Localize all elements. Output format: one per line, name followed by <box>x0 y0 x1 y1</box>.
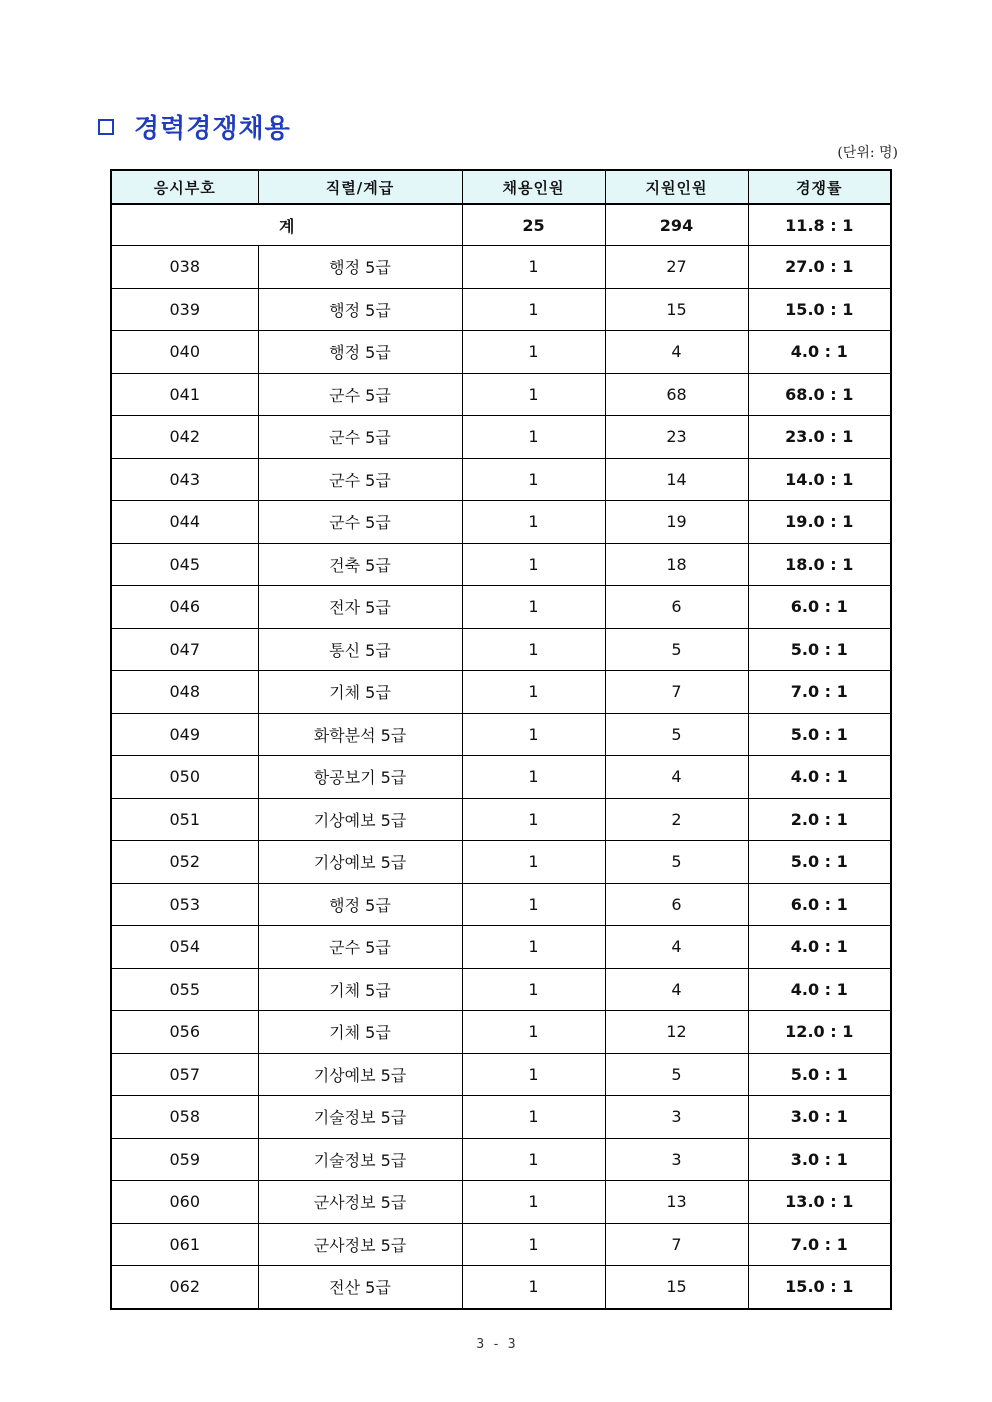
cell-position: 군사정보 5급 <box>258 1181 462 1224</box>
checkbox-square-icon <box>98 119 114 135</box>
cell-ratio: 15.0 : 1 <box>748 1266 891 1309</box>
cell-position: 기체 5급 <box>258 1011 462 1054</box>
cell-position: 행정 5급 <box>258 883 462 926</box>
cell-ratio: 7.0 : 1 <box>748 671 891 714</box>
cell-applicants: 15 <box>605 1266 748 1309</box>
cell-code: 040 <box>111 331 258 374</box>
cell-hires: 1 <box>462 246 605 289</box>
cell-code: 044 <box>111 501 258 544</box>
cell-applicants: 4 <box>605 926 748 969</box>
cell-applicants: 6 <box>605 883 748 926</box>
cell-hires: 1 <box>462 458 605 501</box>
cell-position: 기상예보 5급 <box>258 798 462 841</box>
cell-ratio: 6.0 : 1 <box>748 586 891 629</box>
table-row <box>111 586 891 629</box>
cell-code: 045 <box>111 543 258 586</box>
cell-applicants: 15 <box>605 288 748 331</box>
cell-position: 기체 5급 <box>258 671 462 714</box>
table-row <box>111 841 891 884</box>
cell-hires: 1 <box>462 841 605 884</box>
cell-position: 건축 5급 <box>258 543 462 586</box>
cell-code: 055 <box>111 968 258 1011</box>
total-applicants: 294 <box>605 204 748 246</box>
cell-ratio: 4.0 : 1 <box>748 756 891 799</box>
cell-hires: 1 <box>462 586 605 629</box>
table-row <box>111 926 891 969</box>
cell-ratio: 19.0 : 1 <box>748 501 891 544</box>
cell-hires: 1 <box>462 1266 605 1309</box>
cell-position: 군수 5급 <box>258 458 462 501</box>
cell-position: 전자 5급 <box>258 586 462 629</box>
cell-code: 057 <box>111 1053 258 1096</box>
cell-code: 061 <box>111 1223 258 1266</box>
section-heading <box>98 108 291 144</box>
table-row <box>111 1011 891 1054</box>
cell-position: 화학분석 5급 <box>258 713 462 756</box>
table-row <box>111 798 891 841</box>
total-hires: 25 <box>462 204 605 246</box>
table-row <box>111 416 891 459</box>
cell-code: 059 <box>111 1138 258 1181</box>
cell-applicants: 3 <box>605 1096 748 1139</box>
cell-position: 기술정보 5급 <box>258 1096 462 1139</box>
cell-code: 060 <box>111 1181 258 1224</box>
cell-ratio: 18.0 : 1 <box>748 543 891 586</box>
cell-code: 046 <box>111 586 258 629</box>
table-row <box>111 1096 891 1139</box>
cell-position: 군수 5급 <box>258 926 462 969</box>
cell-code: 041 <box>111 373 258 416</box>
cell-position: 군사정보 5급 <box>258 1223 462 1266</box>
cell-hires: 1 <box>462 1223 605 1266</box>
cell-position: 행정 5급 <box>258 331 462 374</box>
cell-position: 군수 5급 <box>258 416 462 459</box>
table-row <box>111 543 891 586</box>
cell-ratio: 4.0 : 1 <box>748 968 891 1011</box>
cell-position: 전산 5급 <box>258 1266 462 1309</box>
total-ratio: 11.8 : 1 <box>748 204 891 246</box>
cell-code: 038 <box>111 246 258 289</box>
page-number: 3 - 3 <box>476 1337 516 1352</box>
recruitment-table <box>110 169 892 1310</box>
cell-position: 기체 5급 <box>258 968 462 1011</box>
cell-ratio: 12.0 : 1 <box>748 1011 891 1054</box>
cell-ratio: 68.0 : 1 <box>748 373 891 416</box>
table-row <box>111 713 891 756</box>
cell-applicants: 14 <box>605 458 748 501</box>
cell-hires: 1 <box>462 926 605 969</box>
cell-code: 050 <box>111 756 258 799</box>
cell-code: 047 <box>111 628 258 671</box>
cell-applicants: 18 <box>605 543 748 586</box>
header-code: 응시부호 <box>111 170 258 204</box>
table-row <box>111 331 891 374</box>
cell-applicants: 5 <box>605 841 748 884</box>
cell-applicants: 19 <box>605 501 748 544</box>
cell-hires: 1 <box>462 1096 605 1139</box>
table-row <box>111 288 891 331</box>
cell-ratio: 4.0 : 1 <box>748 331 891 374</box>
cell-code: 053 <box>111 883 258 926</box>
table-row <box>111 671 891 714</box>
cell-code: 054 <box>111 926 258 969</box>
cell-applicants: 4 <box>605 968 748 1011</box>
cell-ratio: 6.0 : 1 <box>748 883 891 926</box>
cell-hires: 1 <box>462 1011 605 1054</box>
cell-code: 052 <box>111 841 258 884</box>
cell-hires: 1 <box>462 628 605 671</box>
table-row <box>111 628 891 671</box>
cell-hires: 1 <box>462 968 605 1011</box>
cell-ratio: 23.0 : 1 <box>748 416 891 459</box>
table-row <box>111 883 891 926</box>
cell-code: 049 <box>111 713 258 756</box>
cell-ratio: 27.0 : 1 <box>748 246 891 289</box>
table-header-row <box>111 170 891 204</box>
cell-applicants: 4 <box>605 331 748 374</box>
unit-note: (단위: 명) <box>837 145 898 161</box>
cell-hires: 1 <box>462 543 605 586</box>
cell-hires: 1 <box>462 501 605 544</box>
cell-hires: 1 <box>462 798 605 841</box>
cell-ratio: 2.0 : 1 <box>748 798 891 841</box>
cell-code: 058 <box>111 1096 258 1139</box>
cell-applicants: 7 <box>605 1223 748 1266</box>
cell-ratio: 3.0 : 1 <box>748 1138 891 1181</box>
cell-ratio: 14.0 : 1 <box>748 458 891 501</box>
cell-hires: 1 <box>462 883 605 926</box>
table-row <box>111 373 891 416</box>
table-row <box>111 1266 891 1309</box>
cell-applicants: 5 <box>605 713 748 756</box>
cell-ratio: 4.0 : 1 <box>748 926 891 969</box>
cell-ratio: 5.0 : 1 <box>748 841 891 884</box>
table-row <box>111 1181 891 1224</box>
cell-applicants: 23 <box>605 416 748 459</box>
cell-position: 군수 5급 <box>258 373 462 416</box>
table-row <box>111 246 891 289</box>
cell-applicants: 5 <box>605 1053 748 1096</box>
cell-hires: 1 <box>462 373 605 416</box>
cell-ratio: 5.0 : 1 <box>748 713 891 756</box>
section-title: 경력경쟁채용 <box>134 113 291 144</box>
cell-code: 051 <box>111 798 258 841</box>
table-row <box>111 1138 891 1181</box>
cell-code: 043 <box>111 458 258 501</box>
cell-hires: 1 <box>462 288 605 331</box>
total-label: 계 <box>111 204 462 246</box>
cell-code: 039 <box>111 288 258 331</box>
table-row <box>111 756 891 799</box>
cell-position: 행정 5급 <box>258 246 462 289</box>
cell-ratio: 13.0 : 1 <box>748 1181 891 1224</box>
cell-position: 기상예보 5급 <box>258 1053 462 1096</box>
table-row <box>111 458 891 501</box>
table-row <box>111 968 891 1011</box>
cell-applicants: 4 <box>605 756 748 799</box>
table-row <box>111 1223 891 1266</box>
cell-code: 042 <box>111 416 258 459</box>
cell-code: 056 <box>111 1011 258 1054</box>
cell-applicants: 7 <box>605 671 748 714</box>
cell-code: 062 <box>111 1266 258 1309</box>
cell-applicants: 6 <box>605 586 748 629</box>
cell-hires: 1 <box>462 331 605 374</box>
cell-position: 항공보기 5급 <box>258 756 462 799</box>
cell-position: 기술정보 5급 <box>258 1138 462 1181</box>
cell-hires: 1 <box>462 713 605 756</box>
cell-code: 048 <box>111 671 258 714</box>
cell-applicants: 2 <box>605 798 748 841</box>
header-hires: 채용인원 <box>462 170 605 204</box>
cell-hires: 1 <box>462 1053 605 1096</box>
cell-applicants: 13 <box>605 1181 748 1224</box>
cell-position: 기상예보 5급 <box>258 841 462 884</box>
table-row <box>111 501 891 544</box>
cell-position: 통신 5급 <box>258 628 462 671</box>
cell-hires: 1 <box>462 756 605 799</box>
cell-ratio: 5.0 : 1 <box>748 628 891 671</box>
cell-applicants: 5 <box>605 628 748 671</box>
cell-hires: 1 <box>462 1138 605 1181</box>
total-row <box>111 204 891 246</box>
header-ratio: 경쟁률 <box>748 170 891 204</box>
cell-ratio: 5.0 : 1 <box>748 1053 891 1096</box>
cell-ratio: 3.0 : 1 <box>748 1096 891 1139</box>
cell-applicants: 27 <box>605 246 748 289</box>
cell-applicants: 3 <box>605 1138 748 1181</box>
cell-position: 군수 5급 <box>258 501 462 544</box>
cell-ratio: 15.0 : 1 <box>748 288 891 331</box>
cell-applicants: 12 <box>605 1011 748 1054</box>
header-applicants: 지원인원 <box>605 170 748 204</box>
table-row <box>111 1053 891 1096</box>
header-position: 직렬/계급 <box>258 170 462 204</box>
cell-applicants: 68 <box>605 373 748 416</box>
cell-hires: 1 <box>462 416 605 459</box>
cell-hires: 1 <box>462 671 605 714</box>
cell-position: 행정 5급 <box>258 288 462 331</box>
cell-hires: 1 <box>462 1181 605 1224</box>
cell-ratio: 7.0 : 1 <box>748 1223 891 1266</box>
